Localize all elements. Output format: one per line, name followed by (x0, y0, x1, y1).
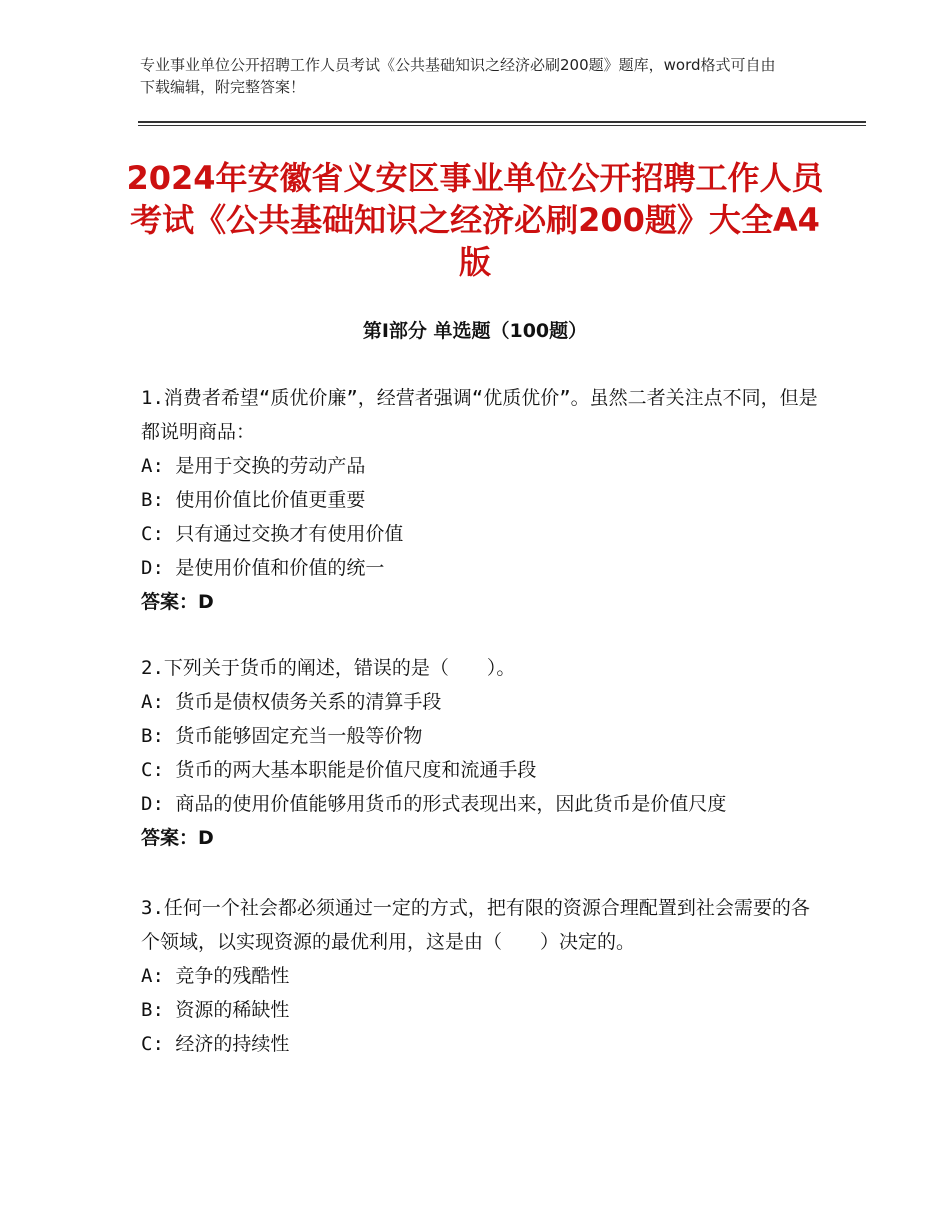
option-c: C: 经济的持续性 (141, 1033, 290, 1055)
header-divider-thick (138, 121, 866, 123)
option-a: A: 竞争的残酷性 (141, 965, 290, 987)
answer-label: 答案：D (141, 591, 214, 613)
question-block (141, 381, 821, 619)
document-title: 2024年安徽省义安区事业单位公开招聘工作人员考试《公共基础知识之经济必刷200题》大全A4版 (126, 159, 824, 281)
option-c: C: 只有通过交换才有使用价值 (141, 523, 404, 545)
section-title: 第Ⅰ部分 单选题（100题） (362, 320, 588, 342)
header-divider-thin (138, 125, 866, 126)
header-note: 专业事业单位公开招聘工作人员考试《公共基础知识之经济必刷200题》题库，word格式可自由下载编辑，附完整答案！ (140, 56, 776, 96)
option-c: C: 货币的两大基本职能是价值尺度和流通手段 (141, 759, 537, 781)
question-block (141, 651, 821, 855)
option-d: D: 商品的使用价值能够用货币的形式表现出来，因此货币是价值尺度 (141, 793, 727, 815)
question-block (141, 891, 821, 1061)
answer-label: 答案：D (141, 827, 214, 849)
option-a: A: 货币是债权债务关系的清算手段 (141, 691, 442, 713)
question-stem: 2.下列关于货币的阐述，错误的是（ ）。 (141, 657, 516, 679)
question-stem: 3.任何一个社会都必须通过一定的方式，把有限的资源合理配置到社会需要的各个领域，以实现资源的最优利用，这是由（ ）决定的。 (141, 897, 810, 953)
question-stem: 1.消费者希望“质优价廉”，经营者强调“优质优价”。虽然二者关注点不同，但是都说明商品： (141, 387, 818, 443)
option-a: A: 是用于交换的劳动产品 (141, 455, 366, 477)
option-d: D: 是使用价值和价值的统一 (141, 557, 385, 579)
option-b: B: 货币能够固定充当一般等价物 (141, 725, 423, 747)
option-b: B: 资源的稀缺性 (141, 999, 290, 1021)
option-b: B: 使用价值比价值更重要 (141, 489, 366, 511)
